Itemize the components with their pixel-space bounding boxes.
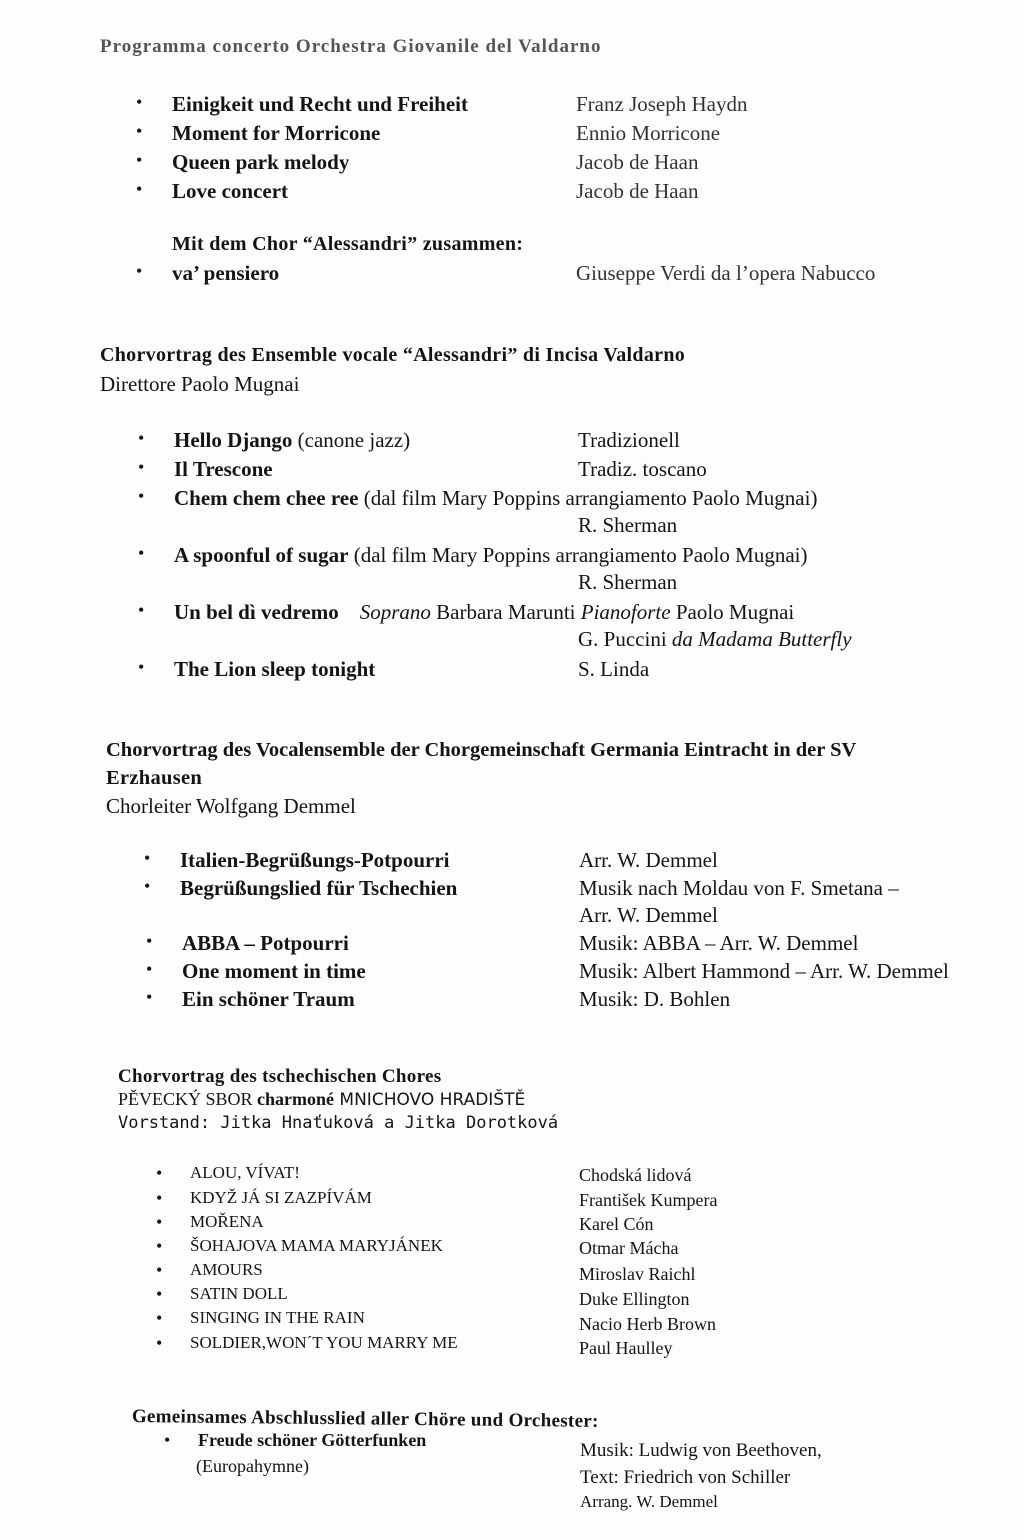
piece-name: Un bel dì vedremo	[174, 600, 339, 624]
piece-title: Moment for Morricone	[172, 121, 381, 145]
composer: S. Linda	[578, 657, 650, 681]
choir-leaders: Vorstand: Jitka Hnaťuková a Jitka Dorotková	[118, 1113, 559, 1133]
piece-title: The Lion sleep tonight	[174, 657, 376, 681]
bullet: •	[138, 600, 145, 620]
bullet: •	[136, 261, 143, 281]
bullet: •	[156, 1212, 163, 1232]
bullet: •	[136, 92, 143, 112]
composer: Duke Ellington	[579, 1289, 690, 1309]
bullet: •	[146, 987, 153, 1007]
composer: Nacio Herb Brown	[579, 1314, 716, 1334]
piece-title: ŠOHAJOVA MAMA MARYJÁNEK	[190, 1236, 443, 1255]
section-title: Chorvortrag des tschechischen Chores	[118, 1066, 442, 1087]
credit-music: Musik: Ludwig von Beethoven,	[580, 1440, 822, 1461]
composer: Musik: Albert Hammond – Arr. W. Demmel	[579, 959, 949, 983]
composer: Jacob de Haan	[576, 150, 699, 174]
bullet: •	[156, 1188, 163, 1208]
composer: Jacob de Haan	[576, 179, 699, 203]
bullet: •	[156, 1163, 163, 1183]
soprano-label: Soprano	[359, 600, 431, 624]
bullet: •	[138, 428, 145, 448]
choir-note: Mit dem Chor “Alessandri” zusammen:	[172, 233, 524, 255]
composer: Giuseppe Verdi da l’opera Nabucco	[576, 261, 876, 285]
piece-title: Einigkeit und Recht und Freiheit	[172, 92, 468, 116]
credit-text: Text: Friedrich von Schiller	[580, 1467, 791, 1488]
composer-line2: Arr. W. Demmel	[579, 903, 718, 927]
section-title-line2: Erzhausen	[106, 767, 203, 789]
composer: František Kumpera	[579, 1190, 718, 1210]
piece-title: Freude schöner Götterfunken	[198, 1430, 427, 1450]
composer: Musik: D. Bohlen	[579, 987, 731, 1011]
composer: Tradiz. toscano	[578, 457, 707, 481]
bullet: •	[164, 1430, 171, 1450]
piece-title: Ein schöner Traum	[182, 987, 355, 1011]
bullet: •	[156, 1236, 163, 1256]
composer-note: da Madama Butterfly	[671, 627, 852, 651]
director: Direttore Paolo Mugnai	[100, 372, 300, 396]
bullet: •	[136, 121, 143, 141]
piece-title: MOŘENA	[190, 1212, 264, 1231]
choir-name-part1: PĚVECKÝ SBOR	[118, 1089, 258, 1109]
composer: Tradizionell	[578, 428, 680, 452]
piece-name: Hello Django	[174, 428, 293, 452]
composer: Chodská lidová	[579, 1165, 692, 1185]
composer: Ennio Morricone	[576, 121, 721, 145]
piece-title: Love concert	[172, 179, 289, 203]
piece-title: SOLDIER,WON´T YOU MARRY ME	[190, 1333, 458, 1352]
piece-title: AMOURS	[190, 1260, 263, 1279]
composer-name: G. Puccini	[578, 627, 672, 651]
composer: Otmar Mácha	[579, 1238, 679, 1258]
piece-title: KDYŽ JÁ SI ZAZPÍVÁM	[190, 1188, 372, 1207]
composer: Musik nach Moldau von F. Smetana –	[579, 876, 899, 900]
piece-title: ALOU, VÍVAT!	[190, 1163, 300, 1182]
bullet: •	[136, 150, 143, 170]
piece-title: va’ pensiero	[172, 261, 280, 285]
choir-name-part2: charmoné	[257, 1089, 335, 1109]
composer: Paul Haulley	[579, 1338, 673, 1358]
bullet: •	[144, 848, 151, 868]
composer: R. Sherman	[578, 513, 678, 537]
composer: Miroslav Raichl	[579, 1264, 696, 1284]
bullet: •	[156, 1260, 163, 1280]
piano-name: Paolo Mugnai	[670, 600, 795, 624]
director: Chorleiter Wolfgang Demmel	[106, 794, 356, 818]
piece-title: SATIN DOLL	[190, 1284, 288, 1303]
piece-title: Il Trescone	[174, 457, 273, 481]
bullet: •	[144, 876, 151, 896]
piece-name: A spoonful of sugar	[174, 543, 349, 567]
piece-subtitle: (Europahymne)	[196, 1456, 309, 1476]
piece-title: One moment in time	[182, 959, 366, 983]
composer: Musik: ABBA – Arr. W. Demmel	[579, 931, 859, 955]
bullet: •	[138, 657, 145, 677]
bullet: •	[146, 931, 153, 951]
bullet: •	[146, 959, 153, 979]
piece-title: Begrüßungslied für Tschechien	[180, 876, 458, 900]
piece-title: SINGING IN THE RAIN	[190, 1308, 365, 1327]
piece-note: (dal film Mary Poppins arrangiamento Paolo Mugnai)	[358, 486, 818, 510]
credit-arrangement: Arrang. W. Demmel	[580, 1492, 718, 1511]
bullet: •	[156, 1308, 163, 1328]
soprano-name: Barbara Marunti	[430, 600, 581, 624]
piece-title: Italien-Begrüßungs-Potpourri	[180, 848, 450, 872]
piano-label: Pianoforte	[580, 600, 671, 624]
piece-name: Chem chem chee ree	[174, 486, 359, 510]
bullet: •	[138, 486, 145, 506]
piece-note: (canone jazz)	[292, 428, 411, 452]
bullet: •	[156, 1333, 163, 1353]
section-title: Programma concerto Orchestra Giovanile del Valdarno	[100, 36, 602, 57]
bullet: •	[138, 457, 145, 477]
composer: Franz Joseph Haydn	[576, 92, 748, 116]
composer: R. Sherman	[578, 570, 678, 594]
section-title: Gemeinsames Abschlusslied aller Chöre und Orchester:	[131, 1406, 599, 1432]
piece-title: ABBA – Potpourri	[182, 931, 349, 955]
bullet: •	[156, 1284, 163, 1304]
section-title: Chorvortrag des Ensemble vocale “Alessandri” di Incisa Valdarno	[100, 344, 686, 366]
bullet: •	[136, 179, 143, 199]
choir-name-part3: MNICHOVO HRADIŠTĚ	[334, 1090, 526, 1110]
composer: Arr. W. Demmel	[579, 848, 718, 872]
section-title-line1: Chorvortrag des Vocalensemble der Chorgemeinschaft Germania Eintracht in der SV	[106, 739, 857, 761]
composer: Karel Cón	[579, 1214, 654, 1234]
bullet: •	[138, 543, 145, 563]
piece-note: (dal film Mary Poppins arrangiamento Paolo Mugnai)	[348, 543, 808, 567]
piece-title: Queen park melody	[172, 150, 350, 174]
